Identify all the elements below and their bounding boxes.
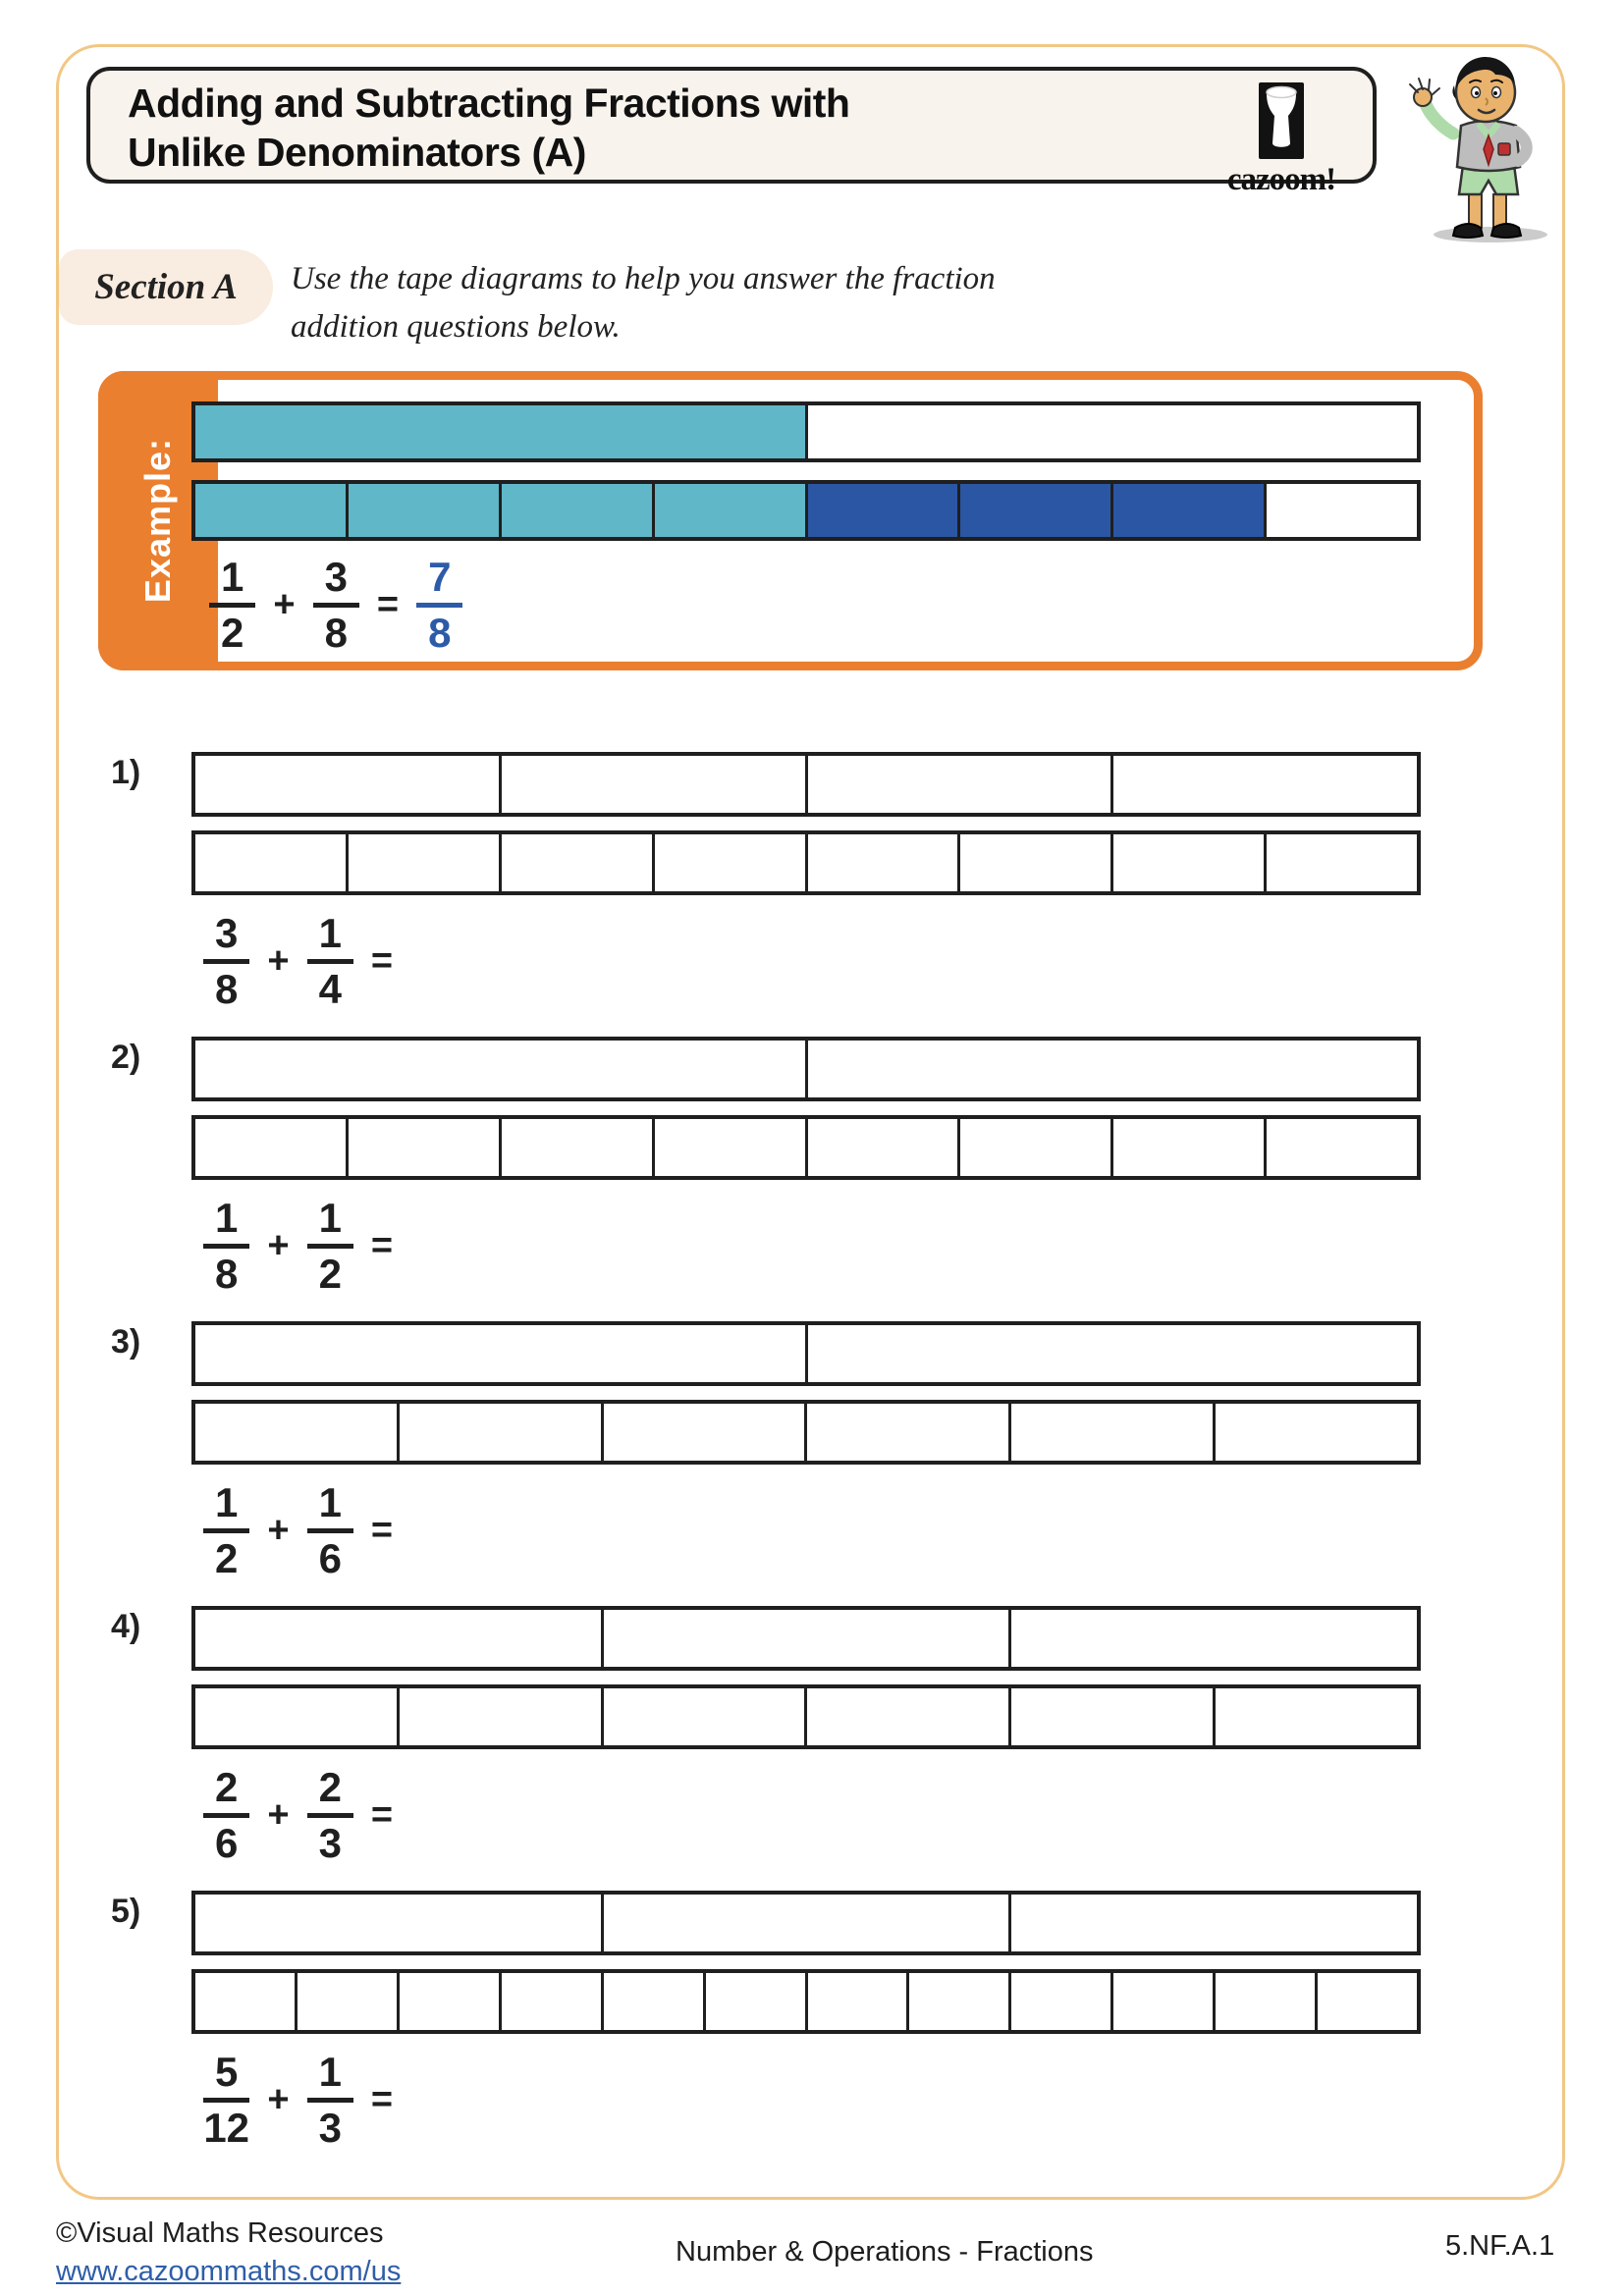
tape-cell-blue	[957, 484, 1110, 537]
denominator: 4	[318, 966, 342, 1013]
numerator: 1	[307, 911, 353, 964]
tape-cell-empty	[195, 1325, 805, 1382]
tape-cell-empty	[397, 1688, 601, 1745]
plus-sign: +	[267, 2079, 290, 2121]
equals-sign: =	[370, 940, 394, 983]
tape-cell-empty	[195, 1610, 601, 1667]
denominator: 6	[215, 1820, 239, 1867]
tape-cell-empty	[805, 1119, 958, 1176]
tape-cell-empty	[1264, 484, 1417, 537]
cazoom-logo-text: cazoom!	[1226, 162, 1336, 197]
denominator: 8	[428, 610, 452, 657]
plus-sign: +	[267, 1225, 290, 1267]
section-a-pill	[59, 249, 273, 325]
question-fraction-2	[307, 1480, 353, 1581]
example-tape-top	[191, 401, 1421, 462]
tape-cell-empty	[346, 1119, 499, 1176]
question-number: 4)	[111, 1608, 141, 1645]
tape-cell-empty	[601, 1610, 1009, 1667]
question-tape-top	[191, 752, 1421, 817]
tape-cell-empty	[805, 756, 1111, 813]
question-equation	[203, 1196, 393, 1297]
tape-cell-empty	[652, 1119, 805, 1176]
numerator: 1	[307, 2050, 353, 2103]
denominator: 2	[221, 610, 244, 657]
tape-cell-teal	[499, 484, 652, 537]
question-tape-top	[191, 1891, 1421, 1955]
question-number: 5)	[111, 1893, 141, 1930]
tape-cell-blue	[805, 484, 958, 537]
question-number: 3)	[111, 1323, 141, 1361]
tape-cell-empty	[805, 834, 958, 891]
tape-cell-empty	[195, 756, 499, 813]
question-fraction-2	[307, 911, 353, 1012]
numerator: 3	[203, 911, 249, 964]
question-tape-bottom	[191, 830, 1421, 895]
plus-sign: +	[273, 584, 296, 626]
tape-cell-empty	[1264, 834, 1417, 891]
cazoom-logo	[1218, 82, 1345, 198]
tape-cell-empty	[652, 834, 805, 891]
tape-cell-empty	[195, 834, 346, 891]
questions-list	[111, 744, 1421, 2167]
question-fraction-2	[307, 1765, 353, 1866]
question-fraction-1	[203, 2050, 249, 2151]
tape-cell-empty	[195, 1688, 397, 1745]
instruction-line1: Use the tape diagrams to help you answer the fraction	[291, 261, 996, 296]
equals-sign: =	[370, 1225, 394, 1267]
equals-sign: =	[376, 584, 400, 626]
question-tape-top	[191, 1606, 1421, 1671]
plus-sign: +	[267, 1510, 290, 1552]
tape-cell-empty	[1213, 1688, 1417, 1745]
numerator: 2	[307, 1765, 353, 1818]
footer-website-link[interactable]: www.cazoommaths.com/us	[56, 2256, 402, 2287]
tape-cell-empty	[1008, 1895, 1417, 1951]
numerator: 1	[307, 1480, 353, 1533]
tape-cell-empty	[295, 1973, 397, 2030]
example-tab-label: Example:	[137, 438, 178, 604]
section-a-instruction	[291, 255, 996, 351]
tape-cell-empty	[805, 1973, 907, 2030]
example-fraction-2	[313, 555, 359, 656]
tape-cell-empty	[195, 1041, 805, 1097]
footer-credits	[56, 2215, 401, 2291]
tape-cell-empty	[906, 1973, 1008, 2030]
instruction-line2: addition questions below.	[291, 309, 621, 345]
question-block	[111, 1598, 1421, 1883]
example-tape-bottom	[191, 480, 1421, 541]
question-fraction-2	[307, 1196, 353, 1297]
tape-cell-empty	[805, 1325, 1418, 1382]
question-equation	[203, 1480, 393, 1581]
tape-cell-empty	[804, 1688, 1008, 1745]
question-fraction-1	[203, 1765, 249, 1866]
question-tape-top	[191, 1037, 1421, 1101]
numerator: 1	[203, 1480, 249, 1533]
denominator: 3	[318, 1820, 342, 1867]
example-equation	[209, 555, 462, 656]
tape-cell-empty	[1008, 1610, 1417, 1667]
student-character-illustration	[1392, 49, 1575, 245]
denominator: 6	[318, 1535, 342, 1582]
question-tape-bottom	[191, 1400, 1421, 1465]
tape-cell-empty	[957, 1119, 1110, 1176]
tape-cell-empty	[195, 1119, 346, 1176]
tape-cell-empty	[1008, 1404, 1213, 1461]
equals-sign: =	[370, 2079, 394, 2121]
tape-cell-empty	[397, 1973, 499, 2030]
tape-cell-teal	[652, 484, 805, 537]
denominator: 8	[324, 610, 348, 657]
question-block	[111, 1883, 1421, 2167]
question-tape-top	[191, 1321, 1421, 1386]
tape-cell-teal	[195, 484, 346, 537]
example-box	[98, 371, 1483, 670]
question-equation	[203, 2050, 393, 2151]
tape-cell-empty	[1213, 1973, 1315, 2030]
page-title-line1: Adding and Subtracting Fractions with	[128, 80, 850, 126]
denominator: 2	[215, 1535, 239, 1582]
question-equation	[203, 911, 393, 1012]
question-block	[111, 1029, 1421, 1313]
tape-cell-empty	[397, 1404, 601, 1461]
tape-cell-empty	[195, 1973, 295, 2030]
denominator: 12	[203, 2105, 250, 2152]
tape-cell-empty	[195, 1895, 601, 1951]
tape-cell-empty	[1315, 1973, 1417, 2030]
tape-cell-empty	[601, 1895, 1009, 1951]
numerator: 7	[416, 555, 462, 608]
page-title-line2: Unlike Denominators (A)	[128, 130, 586, 175]
tape-cell-empty	[346, 834, 499, 891]
worksheet-title-box	[86, 67, 1377, 197]
tape-cell-empty	[1213, 1404, 1417, 1461]
tape-cell-empty	[1008, 1688, 1213, 1745]
footer-standard-code: 5.NF.A.1	[1445, 2230, 1555, 2262]
question-fraction-1	[203, 1196, 249, 1297]
plus-sign: +	[267, 940, 290, 983]
tape-cell-empty	[1264, 1119, 1417, 1176]
question-fraction-1	[203, 1480, 249, 1581]
tape-cell-empty	[1110, 834, 1264, 891]
tape-cell-blue	[1110, 484, 1264, 537]
question-tape-bottom	[191, 1969, 1421, 2034]
tape-cell-empty	[195, 1404, 397, 1461]
section-a-label: Section A	[94, 267, 238, 307]
tape-cell-empty	[1110, 1973, 1213, 2030]
question-number: 1)	[111, 754, 141, 791]
numerator: 1	[307, 1196, 353, 1249]
tape-cell-empty	[601, 1404, 805, 1461]
tape-cell-empty	[499, 1119, 652, 1176]
numerator: 5	[203, 2050, 249, 2103]
example-result-fraction	[416, 555, 462, 656]
tape-cell-empty	[703, 1973, 805, 2030]
question-fraction-1	[203, 911, 249, 1012]
equals-sign: =	[370, 1510, 394, 1552]
drum-icon	[1259, 82, 1304, 159]
tape-cell-empty	[804, 1404, 1008, 1461]
tape-cell-teal	[346, 484, 499, 537]
tape-cell-empty	[805, 1041, 1418, 1097]
footer-copyright: ©Visual Maths Resources	[56, 2217, 384, 2249]
denominator: 8	[215, 1251, 239, 1298]
denominator: 2	[318, 1251, 342, 1298]
tape-cell-empty	[601, 1973, 703, 2030]
tape-cell-empty	[499, 1973, 601, 2030]
denominator: 3	[318, 2105, 342, 2152]
tape-cell-empty	[1110, 756, 1417, 813]
page-title	[128, 79, 849, 177]
question-equation	[203, 1765, 393, 1866]
question-tape-bottom	[191, 1115, 1421, 1180]
footer-strand: Number & Operations - Fractions	[676, 2236, 1094, 2268]
tape-cell-empty	[805, 405, 1418, 458]
tape-cell-empty	[499, 756, 805, 813]
question-block	[111, 1313, 1421, 1598]
question-tape-bottom	[191, 1684, 1421, 1749]
plus-sign: +	[267, 1794, 290, 1837]
tape-cell-empty	[601, 1688, 805, 1745]
denominator: 8	[215, 966, 239, 1013]
question-block	[111, 744, 1421, 1029]
numerator: 3	[313, 555, 359, 608]
example-fraction-1	[209, 555, 255, 656]
question-fraction-2	[307, 2050, 353, 2151]
equals-sign: =	[370, 1794, 394, 1837]
numerator: 1	[209, 555, 255, 608]
numerator: 2	[203, 1765, 249, 1818]
tape-cell-empty	[499, 834, 652, 891]
question-number: 2)	[111, 1039, 141, 1076]
tape-cell-empty	[1008, 1973, 1110, 2030]
tape-cell-empty	[957, 834, 1110, 891]
tape-cell-empty	[1110, 1119, 1264, 1176]
numerator: 1	[203, 1196, 249, 1249]
tape-cell-teal	[195, 405, 805, 458]
